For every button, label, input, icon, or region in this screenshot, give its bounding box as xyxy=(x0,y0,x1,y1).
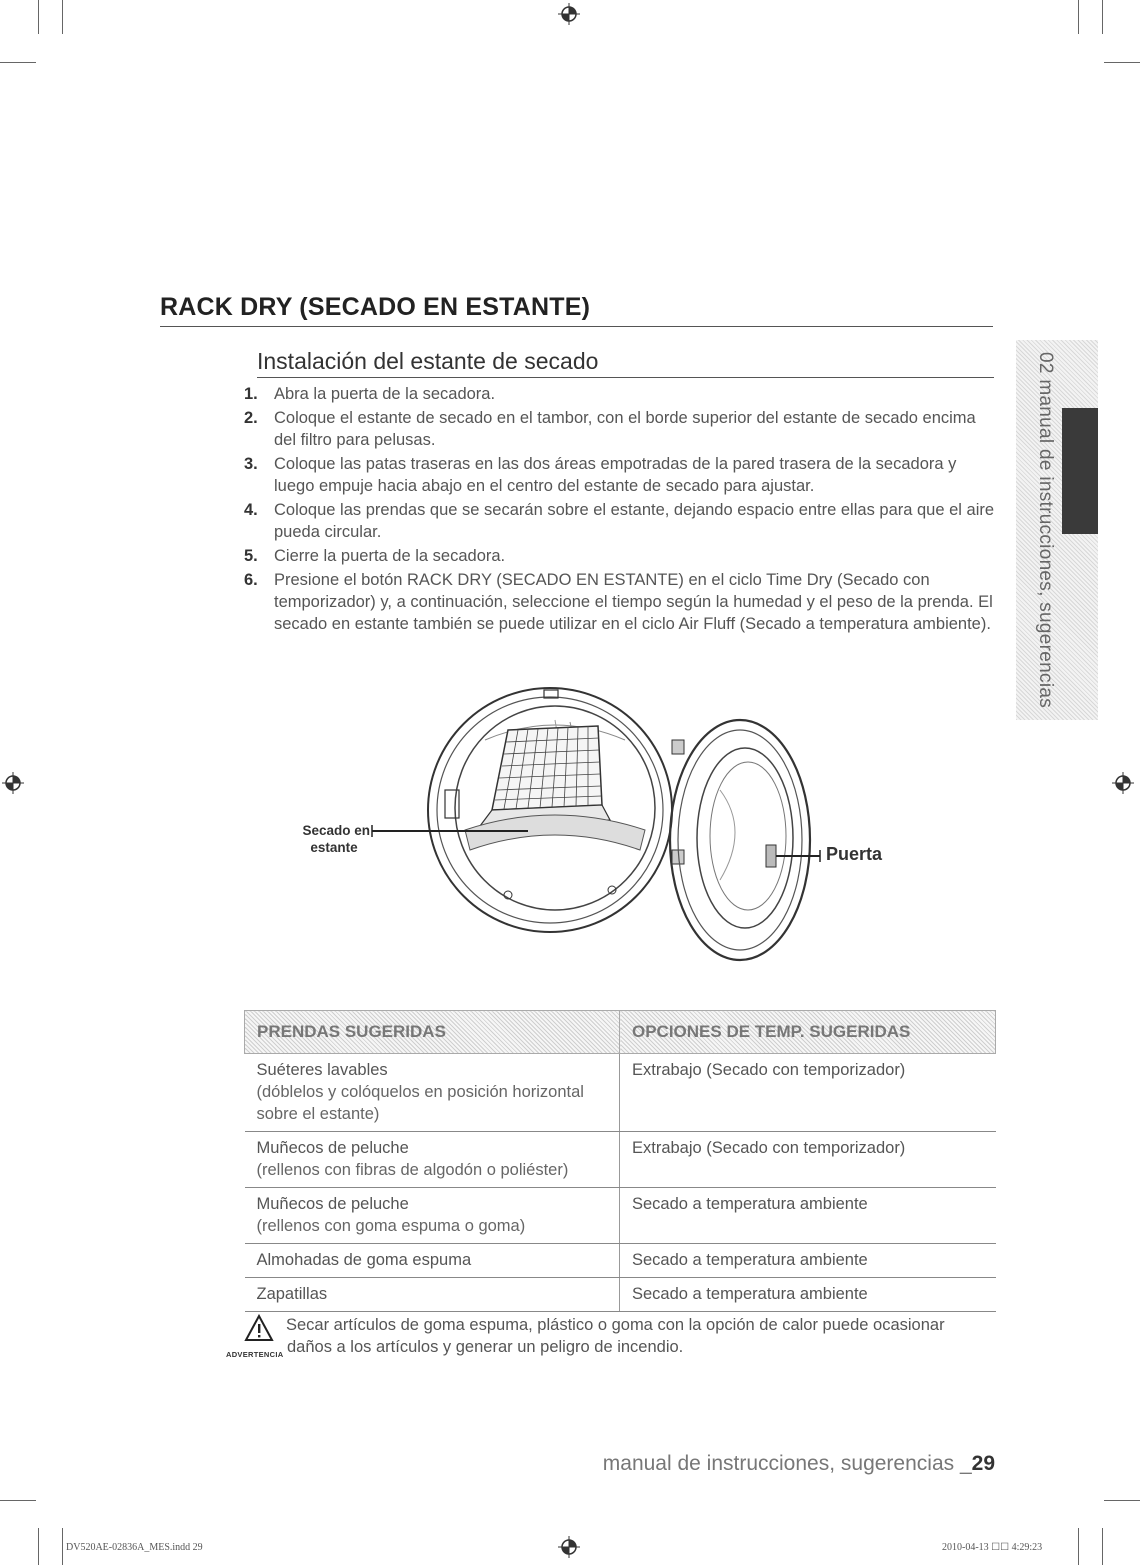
garment-note: (dóblelos y colóquelos en posición horizontal sobre el estante) xyxy=(256,1083,584,1123)
garment-cell xyxy=(245,1132,620,1188)
chapter-tab xyxy=(1016,340,1098,720)
garment-cell xyxy=(245,1054,620,1132)
registration-mark-icon xyxy=(558,3,580,25)
door-label: Puerta xyxy=(826,844,883,864)
step-item xyxy=(244,545,996,567)
crop-mark xyxy=(1104,1500,1140,1501)
step-item xyxy=(244,407,996,451)
column-header-garments: PRENDAS SUGERIDAS xyxy=(245,1011,620,1054)
step-item xyxy=(244,499,996,543)
warning-text-line1: Secar artículos de goma espuma, plástico o goma con la opción de calor puede ocasionar xyxy=(286,1316,945,1334)
chapter-tab-label: 02 manual de instrucciones, sugerencias xyxy=(1035,352,1056,709)
warning-caption: ADVERTENCIA xyxy=(226,1350,284,1359)
crop-mark xyxy=(62,1528,63,1565)
option-cell: Extrabajo (Secado con temporizador) xyxy=(620,1132,996,1188)
rack-label-line1: Secado en xyxy=(302,823,370,838)
chapter-tab-marker xyxy=(1062,408,1098,534)
option-cell: Extrabajo (Secado con temporizador) xyxy=(620,1054,996,1132)
table-row xyxy=(245,1132,996,1188)
suggested-options-table xyxy=(244,1010,996,1312)
table-row xyxy=(245,1278,996,1312)
print-slug-date: 2010-04-13 ☐☐ 4:29:23 xyxy=(942,1542,1043,1553)
step-text: Presione el botón RACK DRY (SECADO EN ESTANTE) en el ciclo Time Dry (Secado con temporizador) y, a continuación, seleccione el tiempo según la humedad y el peso de la prenda. El secado en estante también se puede utilizar en el ciclo Air Fluff (Secado a temperatura ambiente). xyxy=(274,571,993,633)
garment-name: Almohadas de goma espuma xyxy=(256,1251,472,1269)
registration-mark-icon xyxy=(1112,772,1134,794)
garment-name: Suéteres lavables xyxy=(256,1061,388,1079)
garment-name: Muñecos de peluche xyxy=(256,1195,409,1213)
step-text: Abra la puerta de la secadora. xyxy=(274,385,496,403)
option-cell: Secado a temperatura ambiente xyxy=(620,1188,996,1244)
dryer-drawing xyxy=(280,680,920,970)
step-text: Coloque el estante de secado en el tambor, con el borde superior del estante de secado encima del filtro para pelusas. xyxy=(274,409,976,449)
garment-note: (rellenos con fibras de algodón o poliéster) xyxy=(256,1161,569,1179)
crop-mark xyxy=(1102,1528,1103,1565)
crop-mark xyxy=(1078,1528,1079,1565)
garment-name: Zapatillas xyxy=(256,1285,328,1303)
garment-note: (rellenos con goma espuma o goma) xyxy=(256,1217,526,1235)
step-number: 3. xyxy=(244,455,258,473)
table-header-row xyxy=(245,1011,996,1054)
crop-mark xyxy=(1078,0,1079,34)
registration-mark-icon xyxy=(558,1536,580,1558)
crop-mark xyxy=(1104,62,1140,63)
print-slug-file: DV520AE-02836A_MES.indd 29 xyxy=(66,1542,203,1553)
garment-cell xyxy=(245,1244,620,1278)
crop-mark xyxy=(0,1500,36,1501)
step-item xyxy=(244,569,996,635)
garment-name: Muñecos de peluche xyxy=(256,1139,409,1157)
crop-mark xyxy=(38,0,39,34)
warning-text-line2: daños a los artículos y generar un peligro de incendio. xyxy=(287,1338,684,1356)
step-item xyxy=(244,453,996,497)
option-cell: Secado a temperatura ambiente xyxy=(620,1244,996,1278)
table-row xyxy=(245,1054,996,1132)
table-row xyxy=(245,1244,996,1278)
rack-label xyxy=(298,822,370,856)
garment-cell xyxy=(245,1278,620,1312)
registration-mark-icon xyxy=(2,772,24,794)
table-row xyxy=(245,1188,996,1244)
crop-mark xyxy=(1102,0,1103,34)
step-text: Cierre la puerta de la secadora. xyxy=(274,547,506,565)
step-number: 2. xyxy=(244,409,258,427)
crop-mark xyxy=(0,62,36,63)
step-item xyxy=(244,383,996,405)
step-text: Coloque las prendas que se secarán sobre el estante, dejando espacio entre ellas para que el aire pueda circular. xyxy=(274,501,995,541)
crop-mark xyxy=(38,1528,39,1565)
option-cell: Secado a temperatura ambiente xyxy=(620,1278,996,1312)
door-drawing xyxy=(670,720,810,960)
section-title: Instalación del estante de secado xyxy=(257,348,994,378)
warning-triangle-icon xyxy=(242,1314,276,1342)
step-number: 5. xyxy=(244,547,258,565)
column-header-temp-options: OPCIONES DE TEMP. SUGERIDAS xyxy=(620,1011,996,1054)
page-number: 29 xyxy=(971,1452,995,1475)
dryer-rack-illustration xyxy=(280,680,920,970)
footer-text: manual de instrucciones, sugerencias _ xyxy=(602,1452,972,1475)
page-title: RACK DRY (SECADO EN ESTANTE) xyxy=(160,293,993,327)
garment-cell xyxy=(245,1188,620,1244)
page-footer xyxy=(603,1452,995,1476)
step-number: 4. xyxy=(244,501,258,519)
instruction-steps xyxy=(244,383,996,637)
step-text: Coloque las patas traseras en las dos áreas empotradas de la pared trasera de la secadora y luego empuje hacia abajo en el centro del estante de secado para ajustar. xyxy=(274,455,957,495)
step-number: 1. xyxy=(244,385,258,403)
crop-mark xyxy=(62,0,63,34)
step-number: 6. xyxy=(244,571,258,589)
rack-grid xyxy=(480,726,610,826)
rack-label-line2: estante xyxy=(310,840,358,855)
